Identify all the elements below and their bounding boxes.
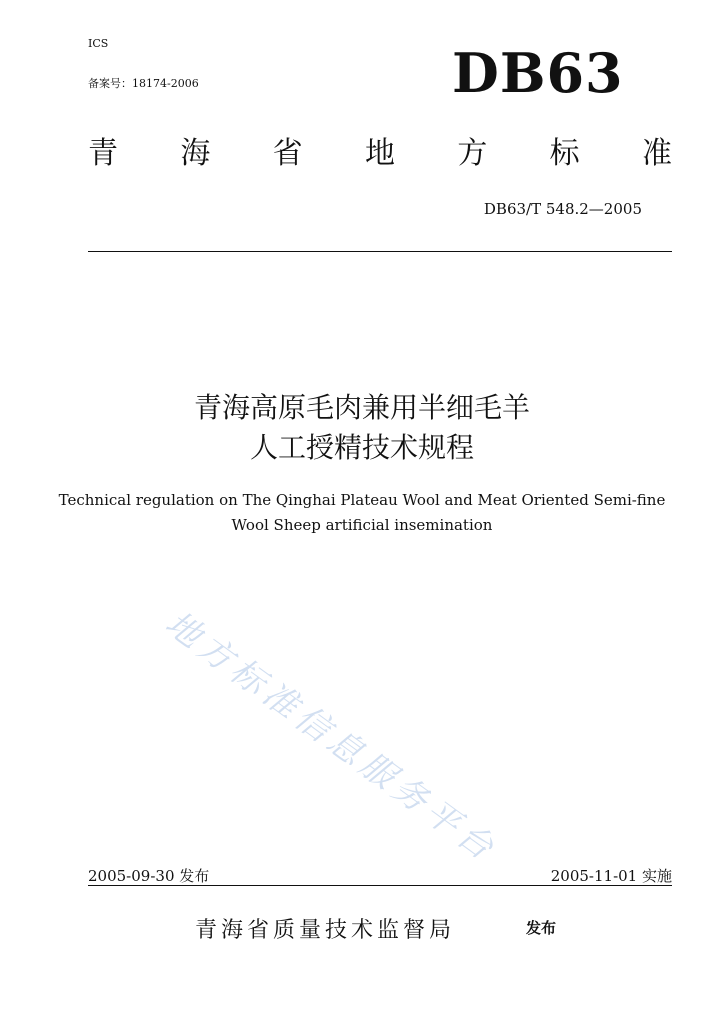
standard-type-title xyxy=(88,134,672,174)
title-cn-line-2: 人工授精技术规程 xyxy=(249,431,474,464)
footer-divider xyxy=(88,885,672,886)
filing-number: 备案号：18174-2006 xyxy=(88,77,199,90)
standard-type-char: 地 xyxy=(364,136,395,171)
standard-number: DB63/T 548.2—2005 xyxy=(483,200,642,218)
header-divider xyxy=(88,251,672,252)
watermark: 地方标准信息服务平台 xyxy=(157,603,505,871)
issuer-suffix: 发布 xyxy=(526,919,557,937)
standard-type-char: 青 xyxy=(88,136,118,171)
title-en-line-2: Wool Sheep artificial insemination xyxy=(231,516,493,534)
issuer-name: 青海省质量技术监督局 xyxy=(195,918,456,943)
standard-type-char: 方 xyxy=(457,136,488,171)
standard-type-char: 标 xyxy=(549,136,580,171)
ics-label: ICS xyxy=(88,37,109,50)
standard-type-char: 准 xyxy=(641,136,672,171)
title-cn-line-1: 青海高原毛肉兼用半细毛羊 xyxy=(193,391,530,424)
implementation-date: 2005-11-01 实施 xyxy=(550,867,672,885)
standard-type-char: 省 xyxy=(272,136,303,171)
title-en-line-1: Technical regulation on The Qinghai Plateau Wool and Meat Oriented Semi-fine xyxy=(58,491,666,509)
issue-date: 2005-09-30 发布 xyxy=(88,867,210,885)
standard-type-char: 海 xyxy=(180,136,211,171)
db-code-logo: DB63 xyxy=(452,41,624,105)
